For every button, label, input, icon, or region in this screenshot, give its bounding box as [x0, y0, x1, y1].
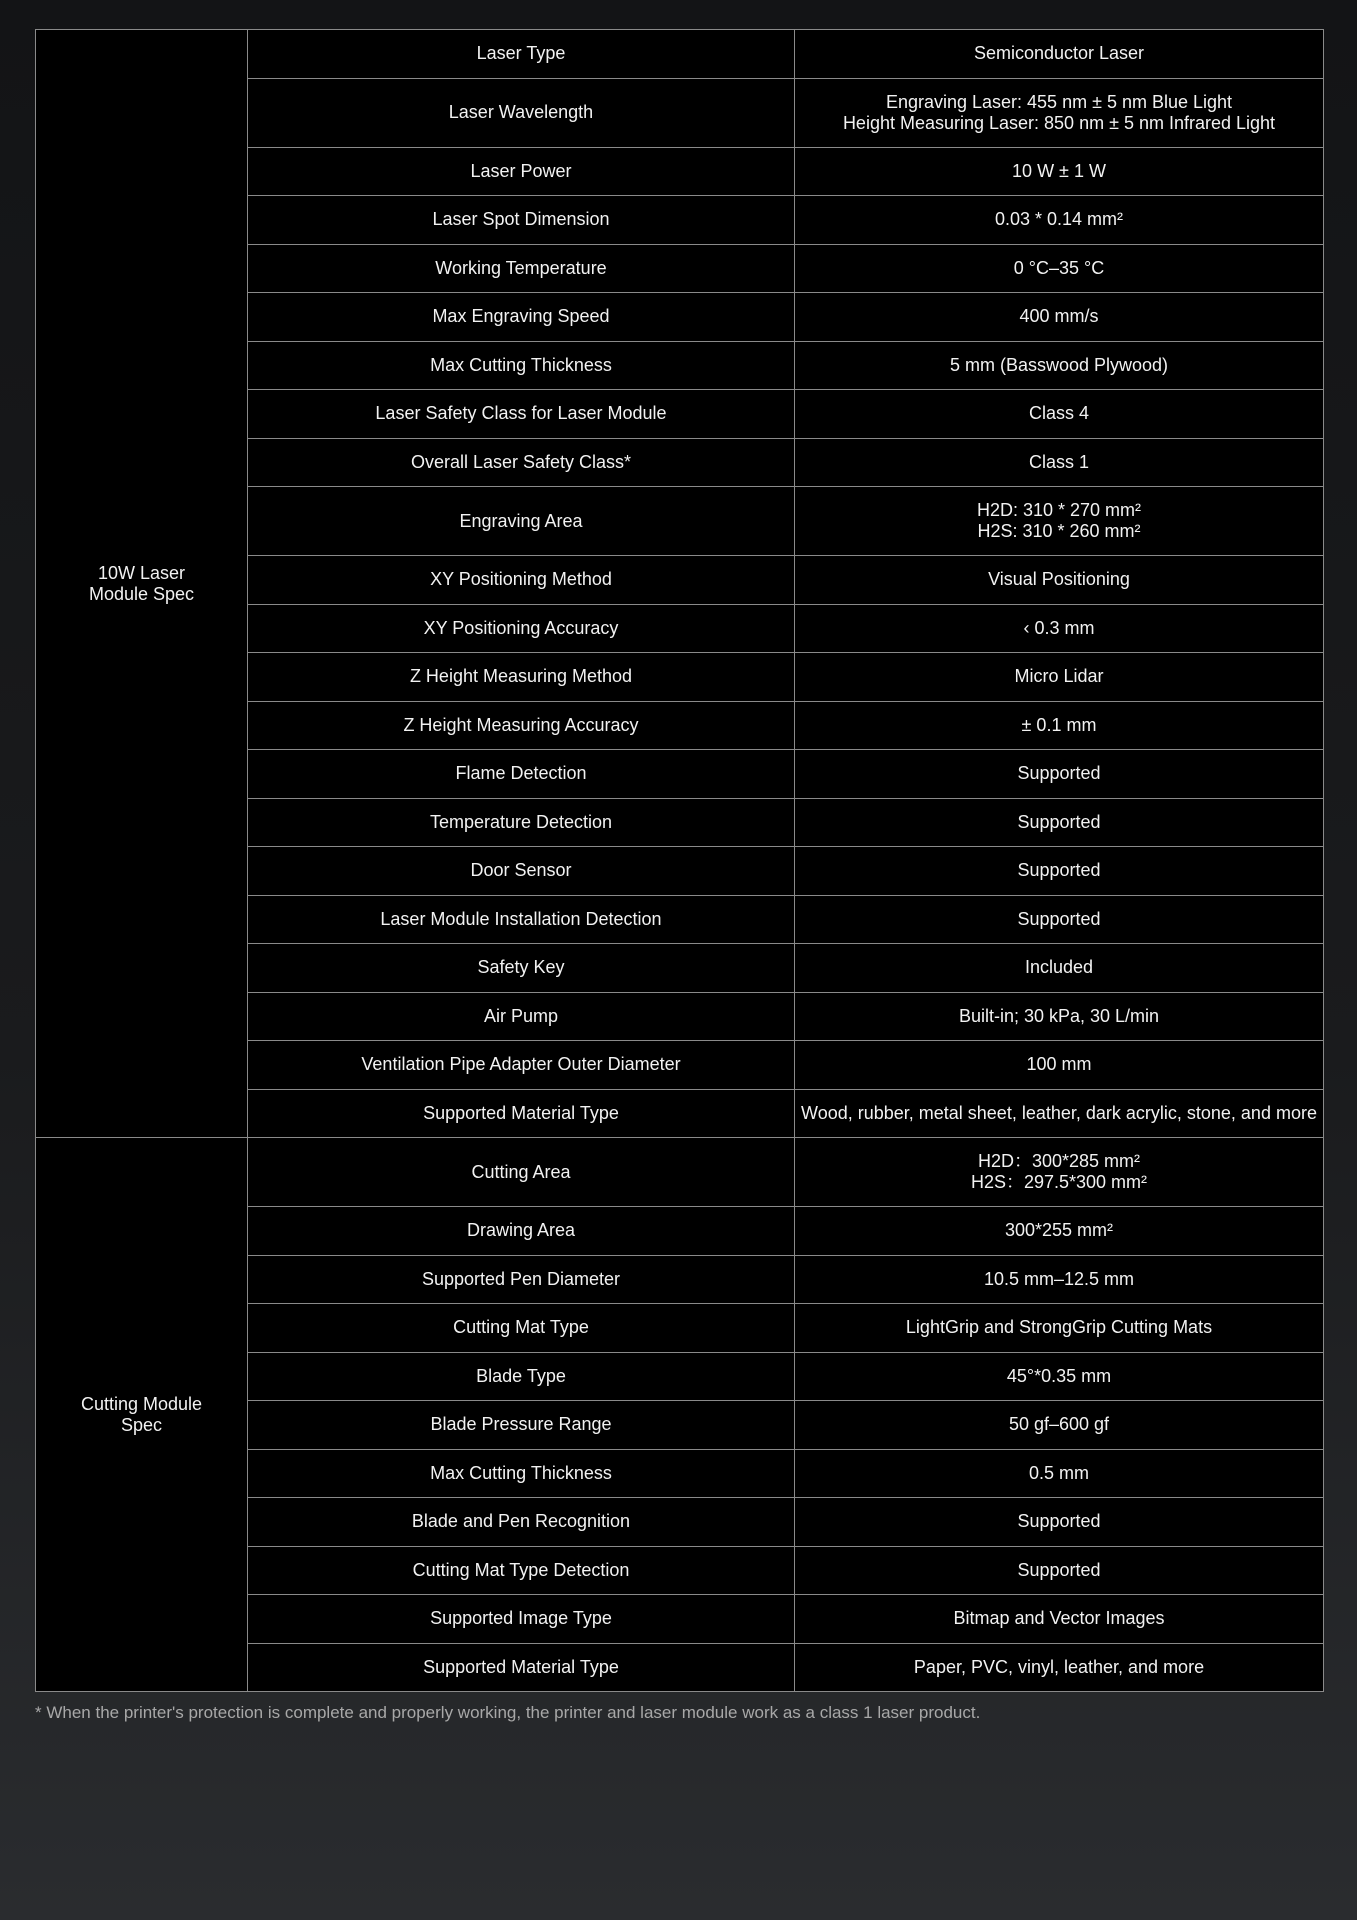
spec-name: Max Cutting Thickness: [248, 341, 795, 390]
footnote: * When the printer's protection is complete and properly working, the printer and laser module work as a class 1 laser product.: [35, 1703, 981, 1722]
spec-value: ‹ 0.3 mm: [795, 604, 1324, 653]
spec-value: Supported: [795, 1498, 1324, 1547]
spec-value: Supported: [795, 750, 1324, 799]
spec-name: Z Height Measuring Method: [248, 653, 795, 702]
spec-name: Max Cutting Thickness: [248, 1449, 795, 1498]
spec-name: XY Positioning Method: [248, 556, 795, 605]
spec-name: Supported Material Type: [248, 1089, 795, 1138]
spec-value: Class 1: [795, 438, 1324, 487]
spec-name: Blade and Pen Recognition: [248, 1498, 795, 1547]
spec-name: Engraving Area: [248, 487, 795, 556]
spec-name: Cutting Mat Type: [248, 1304, 795, 1353]
spec-value: 50 gf–600 gf: [795, 1401, 1324, 1450]
spec-value: 0.5 mm: [795, 1449, 1324, 1498]
spec-value: H2D: 310 * 270 mm² H2S: 310 * 260 mm²: [795, 487, 1324, 556]
group-label: Cutting Module Spec: [36, 1138, 248, 1692]
spec-name: Door Sensor: [248, 847, 795, 896]
spec-value: 10 W ± 1 W: [795, 147, 1324, 196]
spec-name: Overall Laser Safety Class*: [248, 438, 795, 487]
spec-value: Micro Lidar: [795, 653, 1324, 702]
spec-name: Supported Image Type: [248, 1595, 795, 1644]
spec-name: Safety Key: [248, 944, 795, 993]
spec-name: Laser Wavelength: [248, 78, 795, 147]
spec-value: Supported: [795, 847, 1324, 896]
spec-value: 0 °C–35 °C: [795, 244, 1324, 293]
spec-value: LightGrip and StrongGrip Cutting Mats: [795, 1304, 1324, 1353]
spec-name: Ventilation Pipe Adapter Outer Diameter: [248, 1041, 795, 1090]
spec-name: Laser Safety Class for Laser Module: [248, 390, 795, 439]
spec-name: Laser Type: [248, 30, 795, 79]
spec-name: Cutting Area: [248, 1138, 795, 1207]
spec-row: [36, 30, 1324, 79]
group-label: 10W Laser Module Spec: [36, 30, 248, 1138]
spec-name: Supported Material Type: [248, 1643, 795, 1692]
spec-name: XY Positioning Accuracy: [248, 604, 795, 653]
spec-name: Drawing Area: [248, 1207, 795, 1256]
spec-value: Semiconductor Laser: [795, 30, 1324, 79]
spec-value: 100 mm: [795, 1041, 1324, 1090]
spec-value: Supported: [795, 895, 1324, 944]
spec-value: 400 mm/s: [795, 293, 1324, 342]
spec-value: 45°*0.35 mm: [795, 1352, 1324, 1401]
spec-value: Built-in; 30 kPa, 30 L/min: [795, 992, 1324, 1041]
spec-name: Flame Detection: [248, 750, 795, 799]
spec-value: Supported: [795, 1546, 1324, 1595]
spec-table: [35, 29, 1324, 1692]
spec-value: 0.03 * 0.14 mm²: [795, 196, 1324, 245]
spec-value: Class 4: [795, 390, 1324, 439]
spec-name: Laser Spot Dimension: [248, 196, 795, 245]
spec-value: H2D：300*285 mm² H2S：297.5*300 mm²: [795, 1138, 1324, 1207]
spec-name: Laser Power: [248, 147, 795, 196]
spec-name: Cutting Mat Type Detection: [248, 1546, 795, 1595]
spec-name: Z Height Measuring Accuracy: [248, 701, 795, 750]
spec-value: ± 0.1 mm: [795, 701, 1324, 750]
spec-value: Visual Positioning: [795, 556, 1324, 605]
spec-value: Bitmap and Vector Images: [795, 1595, 1324, 1644]
spec-name: Blade Pressure Range: [248, 1401, 795, 1450]
spec-name: Laser Module Installation Detection: [248, 895, 795, 944]
spec-name: Max Engraving Speed: [248, 293, 795, 342]
spec-name: Supported Pen Diameter: [248, 1255, 795, 1304]
spec-value: 10.5 mm–12.5 mm: [795, 1255, 1324, 1304]
spec-value: Engraving Laser: 455 nm ± 5 nm Blue Light Height Measuring Laser: 850 nm ± 5 nm Infrared Light: [795, 78, 1324, 147]
spec-name: Working Temperature: [248, 244, 795, 293]
spec-row: [36, 1138, 1324, 1207]
spec-value: 300*255 mm²: [795, 1207, 1324, 1256]
spec-value: Paper, PVC, vinyl, leather, and more: [795, 1643, 1324, 1692]
spec-value: Included: [795, 944, 1324, 993]
spec-value: Wood, rubber, metal sheet, leather, dark acrylic, stone, and more: [795, 1089, 1324, 1138]
spec-name: Blade Type: [248, 1352, 795, 1401]
spec-table-body: [36, 30, 1324, 1692]
spec-name: Temperature Detection: [248, 798, 795, 847]
spec-value: Supported: [795, 798, 1324, 847]
spec-value: 5 mm (Basswood Plywood): [795, 341, 1324, 390]
spec-name: Air Pump: [248, 992, 795, 1041]
